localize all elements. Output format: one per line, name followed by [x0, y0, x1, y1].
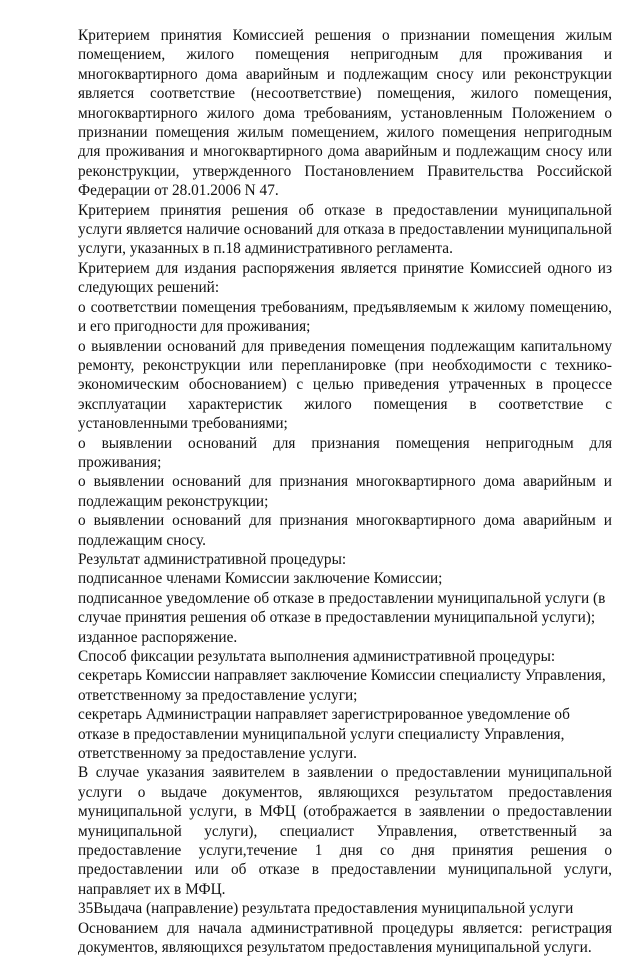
paragraph-decision-demolition: о выявлении оснований для признания многоквартирного дома аварийным и подлежащим сносу. [78, 512, 612, 549]
paragraph-result-refusal-notice: подписанное уведомление об отказе в предоставлении муниципальной услуги (в случае принятия решения об отказе в предоставлении муниципальной услуги); [78, 589, 606, 627]
paragraph-decision-unfit: о выявлении оснований для признания помещения непригодным для проживания; [78, 434, 612, 471]
paragraph-result-order: изданное распоряжение. [78, 628, 238, 646]
paragraph-result-conclusion: подписанное членами Комиссии заключение Комиссии; [78, 570, 443, 588]
paragraph-decision-compliance: о соответствии помещения требованиям, предъявляемым к жилому помещению, и его пригодности для проживания; [78, 298, 612, 336]
paragraph-fixation-administration: секретарь Администрации направляет зарегистрированное уведомление об отказе в предоставлении муниципальной услуги специалисту Управления, ответственному за предоставление услуги. [78, 706, 570, 763]
paragraph-decision-repair: о выявлении оснований для приведения помещения подлежащим капитальному ремонту, реконструкции или перепланировке (при необходимости с технико-экономическим обоснованием) с целью приведения утраченных в процессе эксплуатации характеристик жилого помещения в соответствие с установленными требованиями; [78, 337, 612, 433]
document-page [78, 26, 612, 958]
paragraph-mfc-delivery: В случае указания заявителем в заявлении о предоставлении муниципальной услуги о выдаче документов, являющихся результатом предоставления муниципальной услуги, в МФЦ (отображается в заявлении о предоставлении муниципальной услуги), специалист Управления, ответственный за предоставление услуги,течение 1 дня со дня принятия решения о предоставлении или об отказе в предоставлении муниципальной услуги, направляет их в МФЦ. [78, 764, 612, 898]
paragraph-section-35-basis: Основанием для начала административной процедуры является: регистрация документов, являющихся результатом предоставления муниципальной услуги. [78, 919, 612, 957]
paragraph-fixation-commission: секретарь Комиссии направляет заключение Комиссии специалисту Управления, ответственному за предоставление услуги; [78, 667, 606, 704]
paragraph-decision-reconstruction: о выявлении оснований для признания многоквартирного дома аварийным и подлежащим реконструкции; [78, 473, 612, 510]
paragraph-fixation-heading: Способ фиксации результата выполнения административной процедуры: [78, 648, 556, 665]
paragraph-section-35-heading: 35Выдача (направление) результата предоставления муниципальной услуги [78, 900, 574, 918]
paragraph-result-heading: Результат административной процедуры: [78, 550, 347, 568]
paragraph-commission-criterion: Критерием принятия Комиссией решения о признании помещения жилым помещением, жилого помещения непригодным для проживания и многоквартирного дома аварийным и подлежащим сносу или реконструкции является соответствие (несоответствие) помещения, жилого помещения, многоквартирного жилого дома требованиям, установленным Положением о признании помещения жилым помещением, жилого помещения непригодным для проживания и многоквартирного дома аварийным и подлежащим сносу или реконструкции, утвержденного Постановлением Правительства Российской Федерации от 28.01.2006 N 47. [78, 27, 612, 200]
paragraph-refusal-criterion: Критерием принятия решения об отказе в предоставлении муниципальной услуги является наличие оснований для отказа в предоставлении муниципальной услуги, указанных в п.18 административного регламента. [78, 201, 612, 258]
paragraph-order-criterion: Критерием для издания распоряжения является принятие Комиссией одного из следующих решений: [78, 259, 612, 297]
